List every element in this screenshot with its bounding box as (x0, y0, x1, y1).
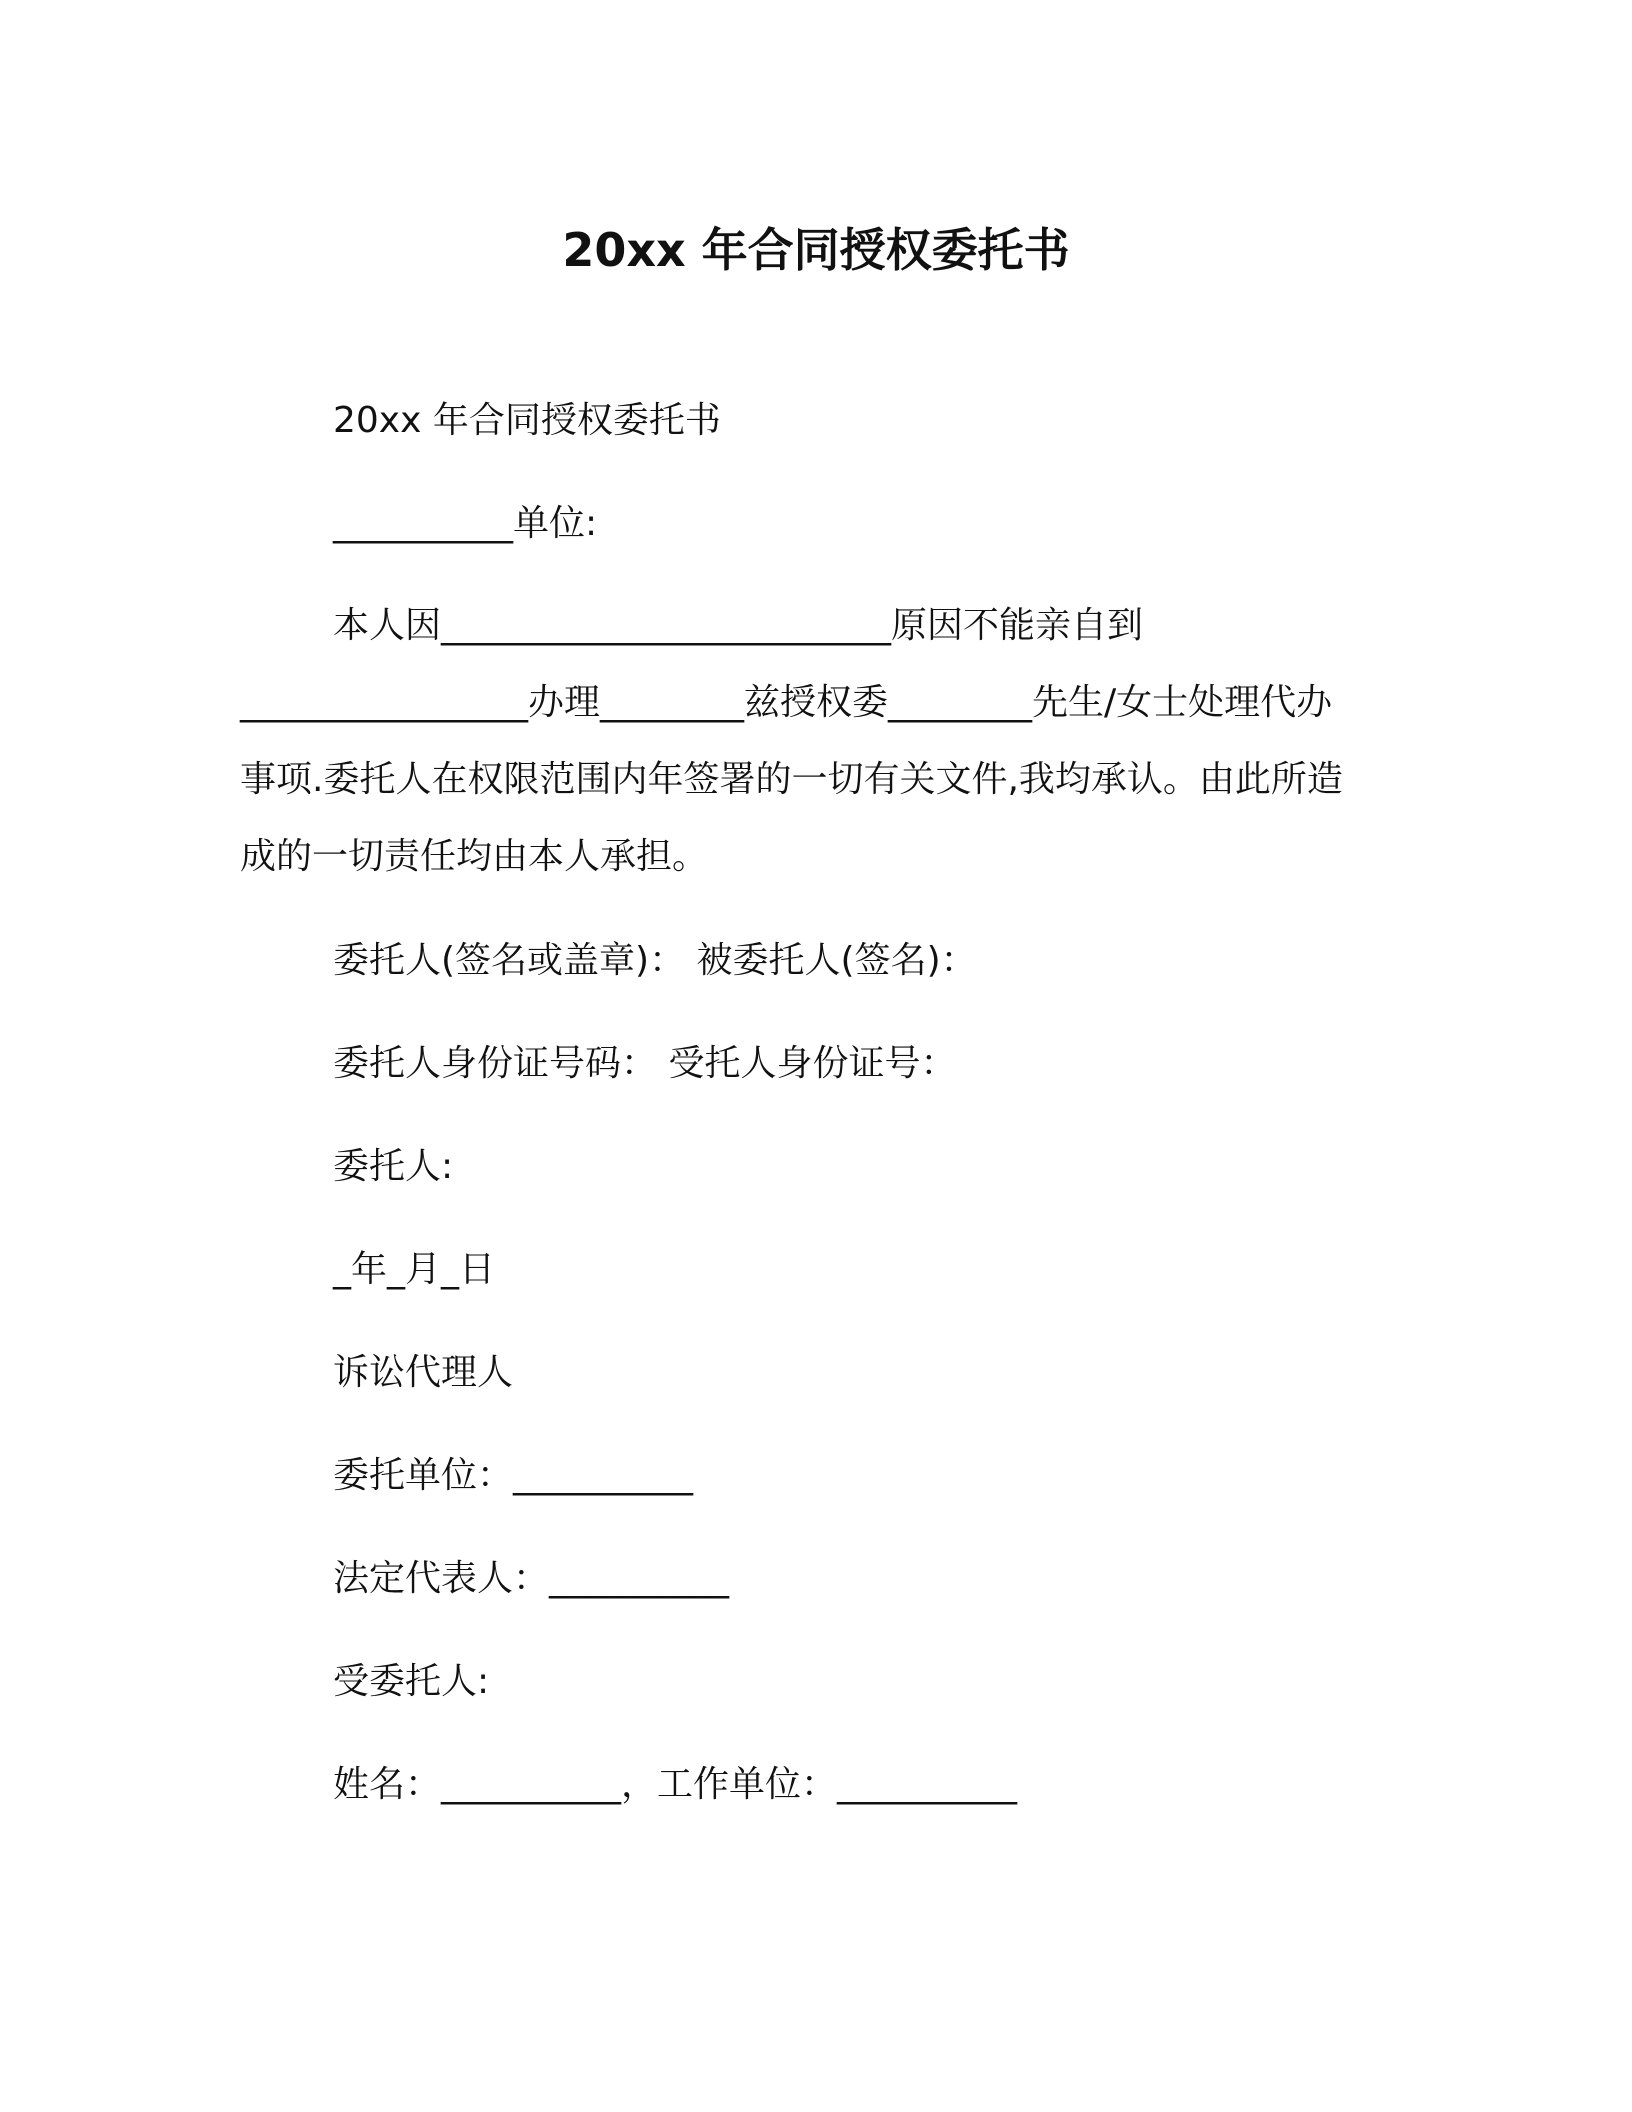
litigation-agent-heading: 诉讼代理人 (333, 1352, 514, 1393)
entrusting-unit-line: 委托单位：__________ (333, 1455, 694, 1496)
id-number-line: 委托人身份证号码： 受托人身份证号： (333, 1043, 957, 1084)
signature-line: 委托人(签名或盖章)： 被委托人(签名)： (333, 940, 977, 981)
document-title: 20xx 年合同授权委托书 (562, 223, 1070, 277)
body-line-4: 成的一切责任均由本人承担。 (240, 836, 709, 877)
date-line: _年_月_日 (333, 1249, 496, 1290)
agent-heading: 受委托人: (333, 1661, 490, 1702)
unit-line: __________单位: (333, 503, 598, 544)
body-line-2: ________________办理________兹授权委________先生/女士处理代办 (240, 682, 1333, 723)
body-line-1: 本人因_________________________原因不能亲自到 (333, 605, 1144, 646)
legal-representative-line: 法定代表人：__________ (333, 1558, 730, 1599)
body-line-3: 事项.委托人在权限范围内年签署的一切有关文件,我均承认。由此所造 (240, 759, 1343, 800)
name-workplace-line: 姓名：__________，工作单位：__________ (333, 1764, 1018, 1805)
principal-line: 委托人: (333, 1146, 454, 1187)
subtitle-line: 20xx 年合同授权委托书 (333, 400, 721, 441)
